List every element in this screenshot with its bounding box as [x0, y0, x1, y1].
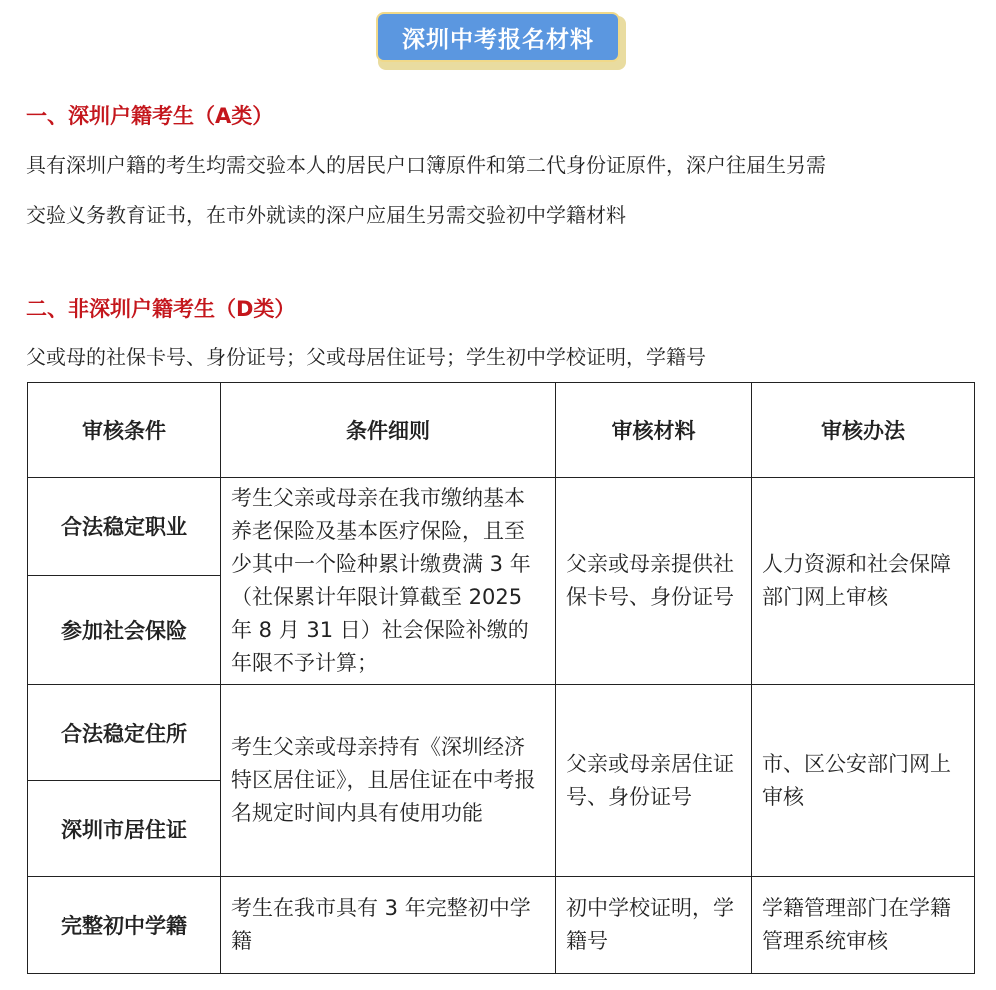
method-cell: 市、区公安部门网上审核: [752, 685, 975, 877]
table-row: [28, 877, 975, 974]
title-banner: [376, 12, 626, 70]
section-a-line-2: 交验义务教育证书，在市外就读的深户应届生另需交验初中学籍材料: [26, 203, 626, 227]
condition-cell: 深圳市居住证: [28, 781, 221, 877]
section-a-line-1: 具有深圳户籍的考生均需交验本人的居民户口簿原件和第二代身份证原件，深户往届生另需: [26, 153, 826, 177]
material-cell: 父亲或母亲提供社保卡号、身份证号: [556, 478, 752, 685]
condition-cell: 合法稳定职业: [28, 478, 221, 576]
condition-cell: 合法稳定住所: [28, 685, 221, 781]
condition-cell: 完整初中学籍: [28, 877, 221, 974]
section-d-line-1: 父或母的社保卡号、身份证号；父或母居住证号；学生初中学校证明，学籍号: [26, 345, 706, 369]
table-row: [28, 478, 975, 576]
header-material: 审核材料: [556, 383, 752, 478]
header-condition: 审核条件: [28, 383, 221, 478]
section-d-heading: 二、非深圳户籍考生（D类）: [26, 297, 296, 321]
material-cell: 初中学校证明，学籍号: [556, 877, 752, 974]
header-detail: 条件细则: [221, 383, 556, 478]
page-title: 深圳中考报名材料: [376, 12, 620, 62]
detail-cell: 考生父亲或母亲持有《深圳经济特区居住证》，且居住证在中考报名规定时间内具有使用功能: [221, 685, 556, 877]
detail-cell: 考生在我市具有 3 年完整初中学籍: [221, 877, 556, 974]
header-method: 审核办法: [752, 383, 975, 478]
detail-cell: 考生父亲或母亲在我市缴纳基本养老保险及基本医疗保险，且至少其中一个险种累计缴费满 3 年（社保累计年限计算截至 2025 年 8 月 31 日）社会保险补缴的年限不予计算；: [221, 478, 556, 685]
section-a-heading: 一、深圳户籍考生（A类）: [26, 104, 274, 128]
condition-cell: 参加社会保险: [28, 575, 221, 684]
table-row: [28, 685, 975, 781]
table-header-row: [28, 383, 975, 478]
method-cell: 人力资源和社会保障部门网上审核: [752, 478, 975, 685]
requirements-table: [27, 382, 975, 974]
method-cell: 学籍管理部门在学籍管理系统审核: [752, 877, 975, 974]
material-cell: 父亲或母亲居住证号、身份证号: [556, 685, 752, 877]
